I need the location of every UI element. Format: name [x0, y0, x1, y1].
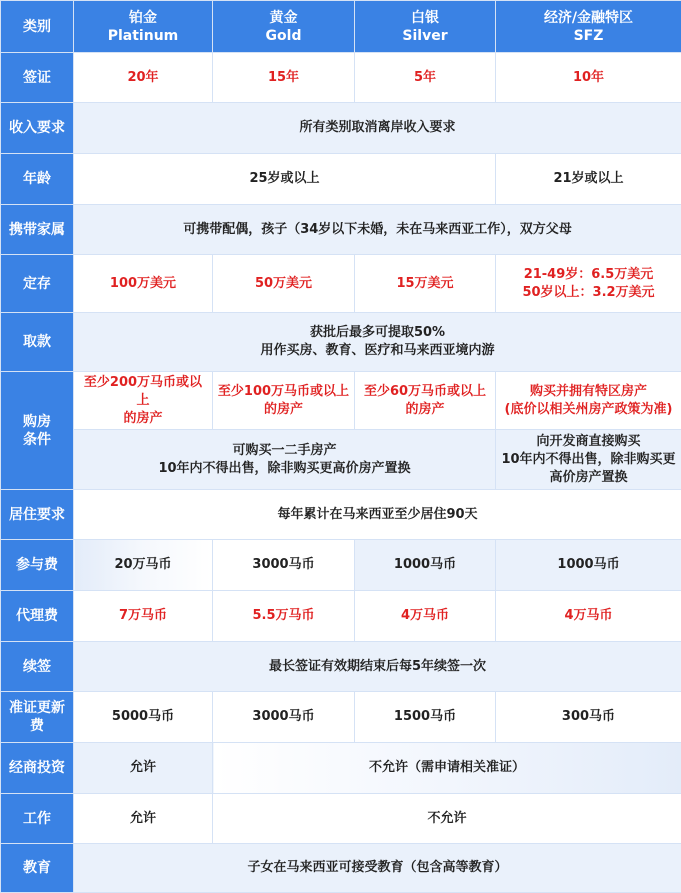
housing-platinum-line1: 至少200万马币或以上 [78, 374, 208, 410]
residence-all: 每年累计在马来西亚至少居住90天 [74, 490, 681, 540]
permit-label-line2: 费 [3, 717, 71, 735]
housing-sfz-note-line3: 高价房产置换 [500, 469, 677, 487]
housing-sfz-line1: 购买并拥有特区房产 [500, 383, 677, 401]
row-agent [1, 591, 681, 642]
header-silver-en: Silver [359, 27, 491, 45]
row-residence [1, 490, 681, 540]
row-label-deposit: 定存 [1, 255, 74, 313]
row-label-withdraw: 取款 [1, 313, 74, 372]
row-visa [1, 53, 681, 103]
row-income [1, 103, 681, 154]
deposit-silver: 15万美元 [355, 255, 496, 313]
housing-gold [213, 372, 355, 430]
permit-sfz: 300马币 [496, 692, 681, 743]
header-gold-en: Gold [217, 27, 350, 45]
row-label-age: 年龄 [1, 154, 74, 205]
deposit-platinum: 100万美元 [74, 255, 213, 313]
visa-platinum: 20年 [74, 53, 213, 103]
business-platinum: 允许 [74, 743, 213, 794]
row-permit [1, 692, 681, 743]
header-gold [213, 1, 355, 53]
fee-platinum: 20万马币 [74, 540, 213, 591]
row-work [1, 794, 681, 844]
row-label-family: 携带家属 [1, 205, 74, 255]
row-renew [1, 642, 681, 692]
work-others: 不允许 [213, 794, 681, 844]
row-label-permit [1, 692, 74, 743]
row-label-renew: 续签 [1, 642, 74, 692]
housing-platinum [74, 372, 213, 430]
family-all: 可携带配偶，孩子（34岁以下未婚，未在马来西亚工作），双方父母 [74, 205, 681, 255]
header-sfz-en: SFZ [500, 27, 677, 45]
header-silver-cn: 白银 [359, 9, 491, 27]
row-fee [1, 540, 681, 591]
housing-sfz-line2: (底价以相关州房产政策为准) [500, 401, 677, 419]
row-family [1, 205, 681, 255]
header-silver [355, 1, 496, 53]
row-label-visa: 签证 [1, 53, 74, 103]
agent-gold: 5.5万马币 [213, 591, 355, 642]
housing-pgs-note-line2: 10年内不得出售，除非购买更高价房产置换 [78, 460, 491, 478]
agent-silver: 4万马币 [355, 591, 496, 642]
education-all: 子女在马来西亚可接受教育（包含高等教育） [74, 844, 681, 893]
row-housing-bottom [1, 430, 681, 490]
row-label-fee: 参与费 [1, 540, 74, 591]
visa-sfz: 10年 [496, 53, 681, 103]
row-housing-top [1, 372, 681, 430]
fee-sfz: 1000马币 [496, 540, 681, 591]
row-deposit [1, 255, 681, 313]
row-business [1, 743, 681, 794]
agent-sfz: 4万马币 [496, 591, 681, 642]
housing-gold-line1: 至少100万马币或以上 [217, 383, 350, 401]
permit-silver: 1500马币 [355, 692, 496, 743]
visa-gold: 15年 [213, 53, 355, 103]
housing-sfz-note-line2: 10年内不得出售，除非购买更 [500, 451, 677, 469]
housing-sfz-note-line1: 向开发商直接购买 [500, 433, 677, 451]
housing-sfz-note [496, 430, 681, 490]
header-row [1, 1, 681, 53]
housing-pgs-note [74, 430, 496, 490]
fee-silver: 1000马币 [355, 540, 496, 591]
row-label-income: 收入要求 [1, 103, 74, 154]
row-label-housing [1, 372, 74, 490]
housing-pgs-note-line1: 可购买一二手房产 [78, 442, 491, 460]
housing-label-line2: 条件 [3, 431, 71, 449]
deposit-sfz-line2: 50岁以上：3.2万美元 [500, 284, 677, 302]
withdraw-all [74, 313, 681, 372]
deposit-sfz [496, 255, 681, 313]
housing-silver [355, 372, 496, 430]
housing-platinum-line2: 的房产 [78, 410, 208, 428]
housing-silver-line2: 的房产 [359, 401, 491, 419]
withdraw-line1: 获批后最多可提取50% [78, 324, 677, 342]
header-platinum-cn: 铂金 [78, 9, 208, 27]
age-sfz: 21岁或以上 [496, 154, 681, 205]
deposit-gold: 50万美元 [213, 255, 355, 313]
permit-gold: 3000马币 [213, 692, 355, 743]
withdraw-line2: 用作买房、教育、医疗和马来西亚境内游 [78, 342, 677, 360]
housing-sfz [496, 372, 681, 430]
row-education [1, 844, 681, 893]
visa-silver: 5年 [355, 53, 496, 103]
agent-platinum: 7万马币 [74, 591, 213, 642]
age-pgs: 25岁或以上 [74, 154, 496, 205]
row-label-work: 工作 [1, 794, 74, 844]
header-sfz-cn: 经济/金融特区 [500, 9, 677, 27]
income-all: 所有类别取消离岸收入要求 [74, 103, 681, 154]
housing-silver-line1: 至少60万马币或以上 [359, 383, 491, 401]
row-age [1, 154, 681, 205]
housing-label-line1: 购房 [3, 413, 71, 431]
renew-all: 最长签证有效期结束后每5年续签一次 [74, 642, 681, 692]
header-platinum-en: Platinum [78, 27, 208, 45]
permit-platinum: 5000马币 [74, 692, 213, 743]
header-platinum [74, 1, 213, 53]
row-label-business: 经商投资 [1, 743, 74, 794]
row-label-residence: 居住要求 [1, 490, 74, 540]
row-withdraw [1, 313, 681, 372]
permit-label-line1: 准证更新 [3, 699, 71, 717]
row-label-agent: 代理费 [1, 591, 74, 642]
housing-gold-line2: 的房产 [217, 401, 350, 419]
header-gold-cn: 黄金 [217, 9, 350, 27]
deposit-sfz-line1: 21-49岁：6.5万美元 [500, 266, 677, 284]
business-others: 不允许（需申请相关准证） [213, 743, 681, 794]
fee-gold: 3000马币 [213, 540, 355, 591]
row-label-education: 教育 [1, 844, 74, 893]
header-sfz [496, 1, 681, 53]
work-platinum: 允许 [74, 794, 213, 844]
header-category: 类别 [1, 1, 74, 53]
